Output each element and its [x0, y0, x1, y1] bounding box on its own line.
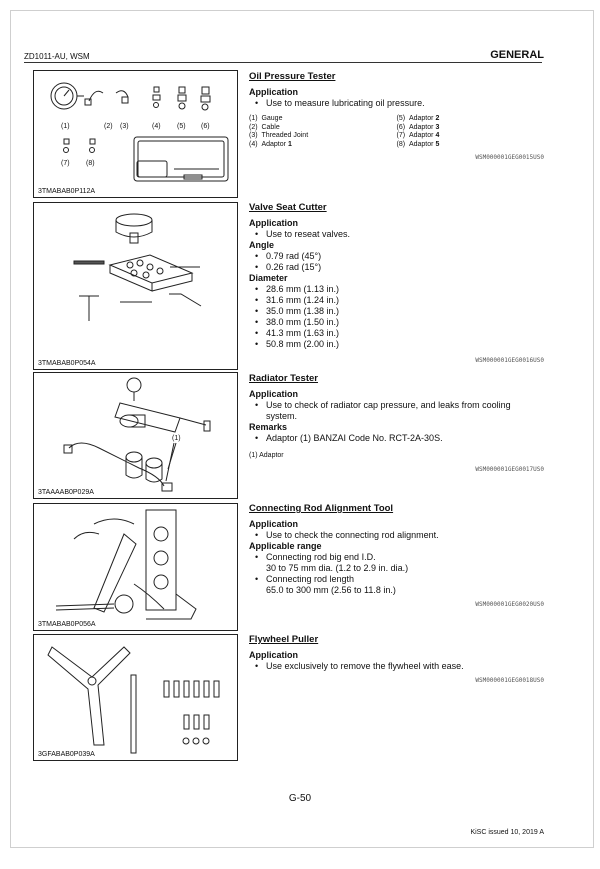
figure-label-2: (2) [104, 123, 113, 130]
remarks-heading: Remarks [249, 422, 288, 432]
part-item: (1) Gauge [249, 115, 283, 122]
application-heading: Application [249, 650, 298, 660]
diameter-item: • 50.8 mm (2.00 in.) [249, 339, 544, 350]
diameter-item: • 31.6 mm (1.24 in.) [249, 295, 544, 306]
part-item: (7) Adaptor 4 [396, 132, 440, 139]
section-title: Radiator Tester [249, 373, 318, 384]
angle-item: • 0.26 rad (15°) [249, 262, 544, 273]
figure-code: 3TMABAB0P054A [38, 360, 96, 367]
oil-pressure-tester-illustration [34, 71, 238, 198]
part-item: (2) Cable [249, 123, 280, 131]
angle-item: • 0.79 rad (45°) [249, 251, 544, 262]
header-chapter-title: GENERAL [490, 49, 544, 61]
figure-valve-seat-cutter [33, 202, 238, 370]
figure-label-1: (1) [61, 123, 70, 130]
parts-note: (1) Adaptor [249, 452, 284, 459]
figure-code: 3TMABAB0P056A [38, 621, 96, 628]
part-item: (4) Adaptor 1 [249, 140, 292, 148]
header-rule [24, 62, 542, 63]
diameter-item: • 28.6 mm (1.13 in.) [249, 284, 544, 295]
application-text: • Use to reseat valves. [249, 229, 544, 240]
radiator-tester-illustration [34, 373, 238, 499]
parts-list [249, 115, 544, 149]
figure-label-8: (8) [86, 160, 95, 167]
figure-label-4: (4) [152, 123, 161, 130]
section-title: Flywheel Puller [249, 634, 319, 645]
section-valve-seat-cutter [249, 202, 544, 366]
diameter-item: • 35.0 mm (1.38 in.) [249, 306, 544, 317]
figure-label-1: (1) [172, 435, 181, 442]
figure-connecting-rod-alignment-tool [33, 503, 238, 631]
figure-label-5: (5) [177, 123, 186, 130]
diameter-item: • 41.3 mm (1.63 in.) [249, 328, 544, 339]
page-number: G-50 [288, 793, 312, 804]
document-id: WSM000001GEG0016US0 [475, 357, 544, 364]
range-value: 30 to 75 mm dia. (1.2 to 2.9 in. dia.) [266, 563, 409, 573]
application-text: • Use to check the connecting rod alignment. [249, 530, 544, 541]
flywheel-puller-illustration [34, 635, 238, 761]
range-heading: Applicable range [249, 541, 322, 551]
valve-seat-cutter-illustration [34, 203, 238, 370]
range-item: • Connecting rod big end I.D. [249, 552, 544, 563]
application-text: • Use exclusively to remove the flywheel with ease. [249, 661, 544, 672]
diameter-item: • 38.0 mm (1.50 in.) [249, 317, 544, 328]
range-item: • Connecting rod length [249, 574, 544, 585]
figure-label-6: (6) [201, 123, 210, 130]
section-title: Oil Pressure Tester [249, 71, 336, 82]
section-radiator-tester [249, 373, 544, 475]
application-text: • Use to check of radiator cap pressure, and leaks from cooling system. [249, 400, 544, 422]
application-heading: Application [249, 87, 298, 97]
figure-code: 3TAAAAB0P029A [38, 489, 94, 496]
part-item: (5) Adaptor 2 [396, 115, 440, 122]
range-value: 65.0 to 300 mm (2.56 to 11.8 in.) [266, 585, 396, 595]
part-item: (6) Adaptor 3 [396, 123, 440, 131]
section-title: Connecting Rod Alignment Tool [249, 503, 394, 514]
angle-heading: Angle [249, 240, 275, 250]
section-oil-pressure-tester [249, 71, 544, 163]
remarks-text: • Adaptor (1) BANZAI Code No. RCT-2A-30S. [249, 433, 544, 444]
document-id: WSM000001GEG0015US0 [475, 154, 544, 161]
figure-label-7: (7) [61, 160, 70, 167]
application-heading: Application [249, 519, 298, 529]
document-id: WSM000001GEG0017US0 [475, 466, 544, 473]
section-connecting-rod-alignment-tool [249, 503, 544, 610]
connecting-rod-alignment-tool-illustration [34, 504, 238, 631]
document-id: WSM000001GEG0020US0 [475, 601, 544, 608]
application-heading: Application [249, 218, 298, 228]
footer-issue: KiSC issued 10, 2019 A [470, 829, 544, 836]
section-flywheel-puller [249, 634, 544, 686]
figure-code: 3TMABAB0P112A [38, 188, 96, 195]
section-title: Valve Seat Cutter [249, 202, 327, 213]
figure-radiator-tester [33, 372, 238, 499]
application-text: • Use to measure lubricating oil pressure. [249, 98, 544, 109]
header-manual-code: ZD1011-AU, WSM [24, 52, 90, 61]
figure-code: 3GFABAB0P039A [38, 751, 95, 758]
part-item: (3) Threaded Joint [249, 132, 309, 139]
application-heading: Application [249, 389, 298, 399]
part-item: (8) Adaptor 5 [396, 140, 440, 148]
diameter-heading: Diameter [249, 273, 288, 283]
figure-flywheel-puller [33, 634, 238, 761]
document-id: WSM000001GEG0018US0 [475, 677, 544, 684]
figure-oil-pressure-tester [33, 70, 238, 198]
figure-label-3: (3) [120, 123, 129, 130]
